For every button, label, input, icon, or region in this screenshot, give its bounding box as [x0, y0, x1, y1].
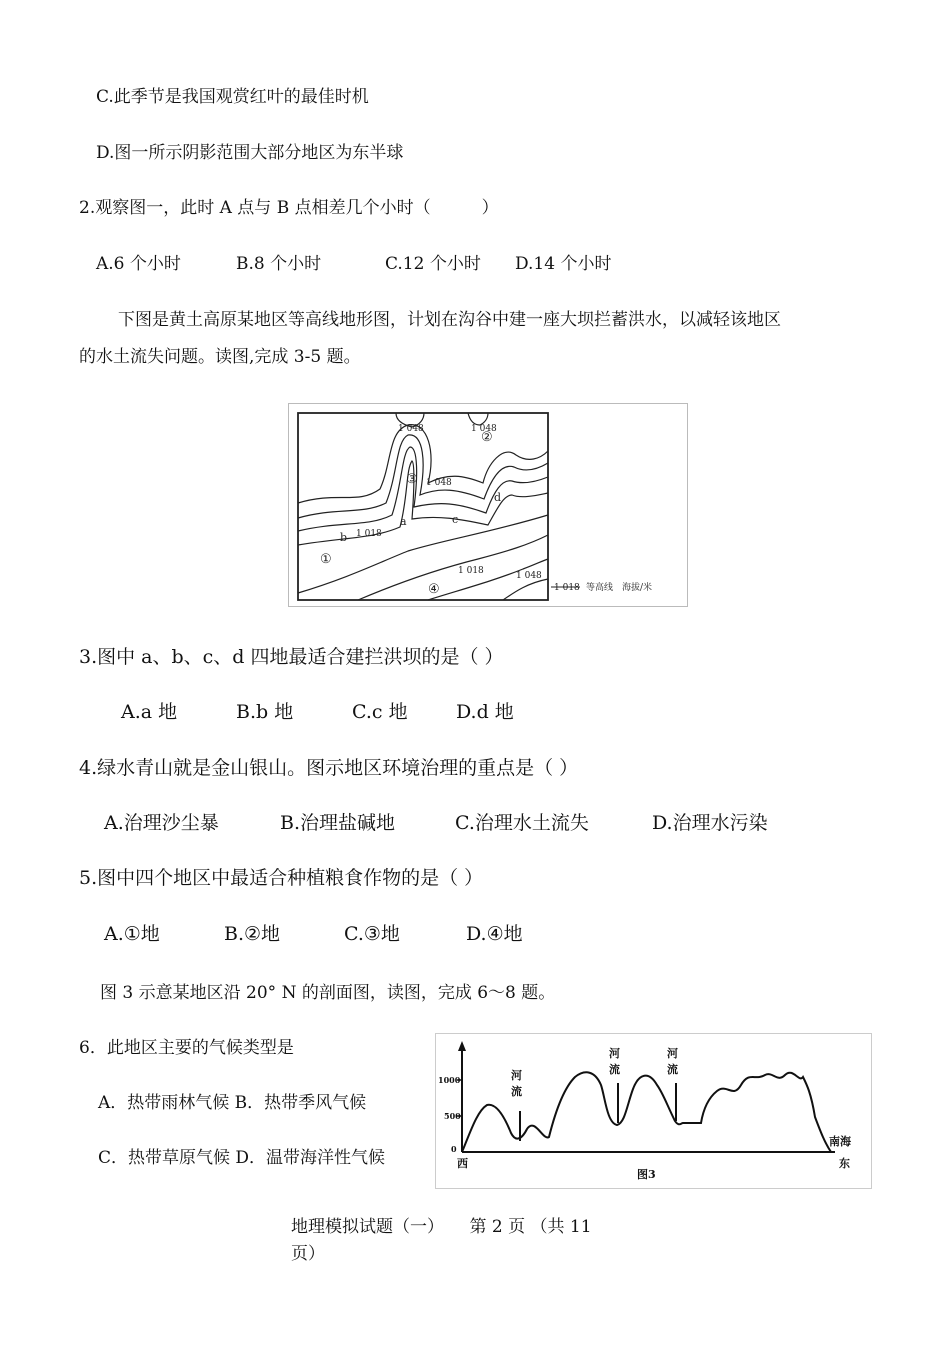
y-tick-500: 500 — [444, 1111, 461, 1121]
q3-option-b: B.b 地 — [236, 701, 294, 723]
contour-label: 1 048 — [398, 424, 424, 434]
contour-intro-line-1: 下图是黄土高原某地区等高线地形图，计划在沟谷中建一座大坝拦蓄洪水，以减轻该地区 — [118, 310, 781, 330]
question-6: 6．此地区主要的气候类型是 — [79, 1038, 294, 1058]
q5-option-c: C.③地 — [344, 923, 400, 945]
profile-caption: 图3 — [637, 1168, 656, 1181]
question-2-options — [0, 253, 950, 277]
contour-map-figure — [288, 403, 688, 607]
q4-option-d: D.治理水污染 — [652, 812, 768, 834]
question-6-options-ab: A．热带雨林气候 B．热带季风气候 — [98, 1093, 367, 1113]
question-4-options — [0, 811, 950, 837]
footer-page-info-line-2: 页） — [291, 1244, 325, 1264]
profile-south-china-sea-label: 南海 — [829, 1135, 851, 1148]
contour-label: 1 018 — [356, 529, 382, 539]
profile-figure — [435, 1033, 872, 1189]
region-3: ③ — [406, 472, 418, 487]
contour-label: 1 048 — [426, 478, 452, 488]
q4-option-b: B.治理盐碱地 — [280, 812, 396, 834]
point-a: a — [400, 515, 407, 528]
river-label-2: 河流 — [609, 1047, 620, 1076]
q5-option-b: B.②地 — [224, 923, 281, 945]
q2-option-c: C.12 个小时 — [385, 254, 481, 274]
profile-west-label: 西 — [457, 1157, 468, 1170]
contour-lines — [298, 413, 548, 600]
question-5: 5.图中四个地区中最适合种植粮食作物的是（ ） — [79, 867, 484, 889]
profile-east-label: 东 — [839, 1157, 850, 1170]
y-tick-1000: 1000 — [438, 1075, 461, 1085]
q3-option-d: D.d 地 — [456, 701, 514, 723]
contour-label: 1 048 — [516, 571, 542, 581]
legend-text: 等高线 海拔/米 — [586, 583, 653, 593]
contour-label: 1 048 — [471, 424, 497, 434]
q4-option-a: A.治理沙尘暴 — [104, 812, 219, 834]
y-tick-0: 0 — [451, 1144, 457, 1154]
q2-option-d: D.14 个小时 — [515, 254, 612, 274]
contour-intro-line-2: 的水土流失问题。读图,完成 3-5 题。 — [79, 347, 361, 367]
region-2: ② — [481, 430, 493, 445]
q2-option-b: B.8 个小时 — [236, 254, 322, 274]
q2-option-a: A.6 个小时 — [96, 254, 181, 274]
point-c: c — [452, 513, 459, 526]
question-3-options — [0, 700, 950, 726]
q5-option-a: A.①地 — [104, 923, 160, 945]
q4-option-c: C.治理水土流失 — [455, 812, 589, 834]
question-1-option-d: D.图一所示阴影范围大部分地区为东半球 — [96, 143, 404, 163]
question-5-options — [0, 922, 950, 948]
question-4: 4.绿水青山就是金山银山。图示地区环境治理的重点是（ ） — [79, 757, 579, 779]
q3-option-a: A.a 地 — [121, 701, 178, 723]
region-4: ④ — [428, 582, 440, 597]
river-label-1: 河流 — [511, 1069, 522, 1098]
q5-option-d: D.④地 — [466, 923, 523, 945]
point-d: d — [494, 491, 502, 504]
river-label-3: 河流 — [667, 1047, 678, 1076]
region-1: ① — [320, 552, 332, 567]
legend-value: 1 018 — [554, 583, 580, 593]
question-2: 2.观察图一，此时 A 点与 B 点相差几个小时（ ） — [79, 198, 499, 218]
profile-intro: 图 3 示意某地区沿 20° N 的剖面图，读图，完成 6～8 题。 — [100, 983, 556, 1003]
footer-page-info-line-1: 地理模拟试题（一） 第 2 页 （共 11 — [291, 1217, 592, 1237]
q3-option-c: C.c 地 — [352, 701, 408, 723]
contour-label: 1 018 — [458, 566, 484, 576]
question-6-options-cd: C．热带草原气候 D．温带海洋性气候 — [98, 1148, 386, 1168]
question-3: 3.图中 a、b、c、d 四地最适合建拦洪坝的是（ ） — [79, 646, 504, 668]
point-b: b — [340, 531, 348, 544]
question-1-option-c: C.此季节是我国观赏红叶的最佳时机 — [96, 87, 369, 107]
